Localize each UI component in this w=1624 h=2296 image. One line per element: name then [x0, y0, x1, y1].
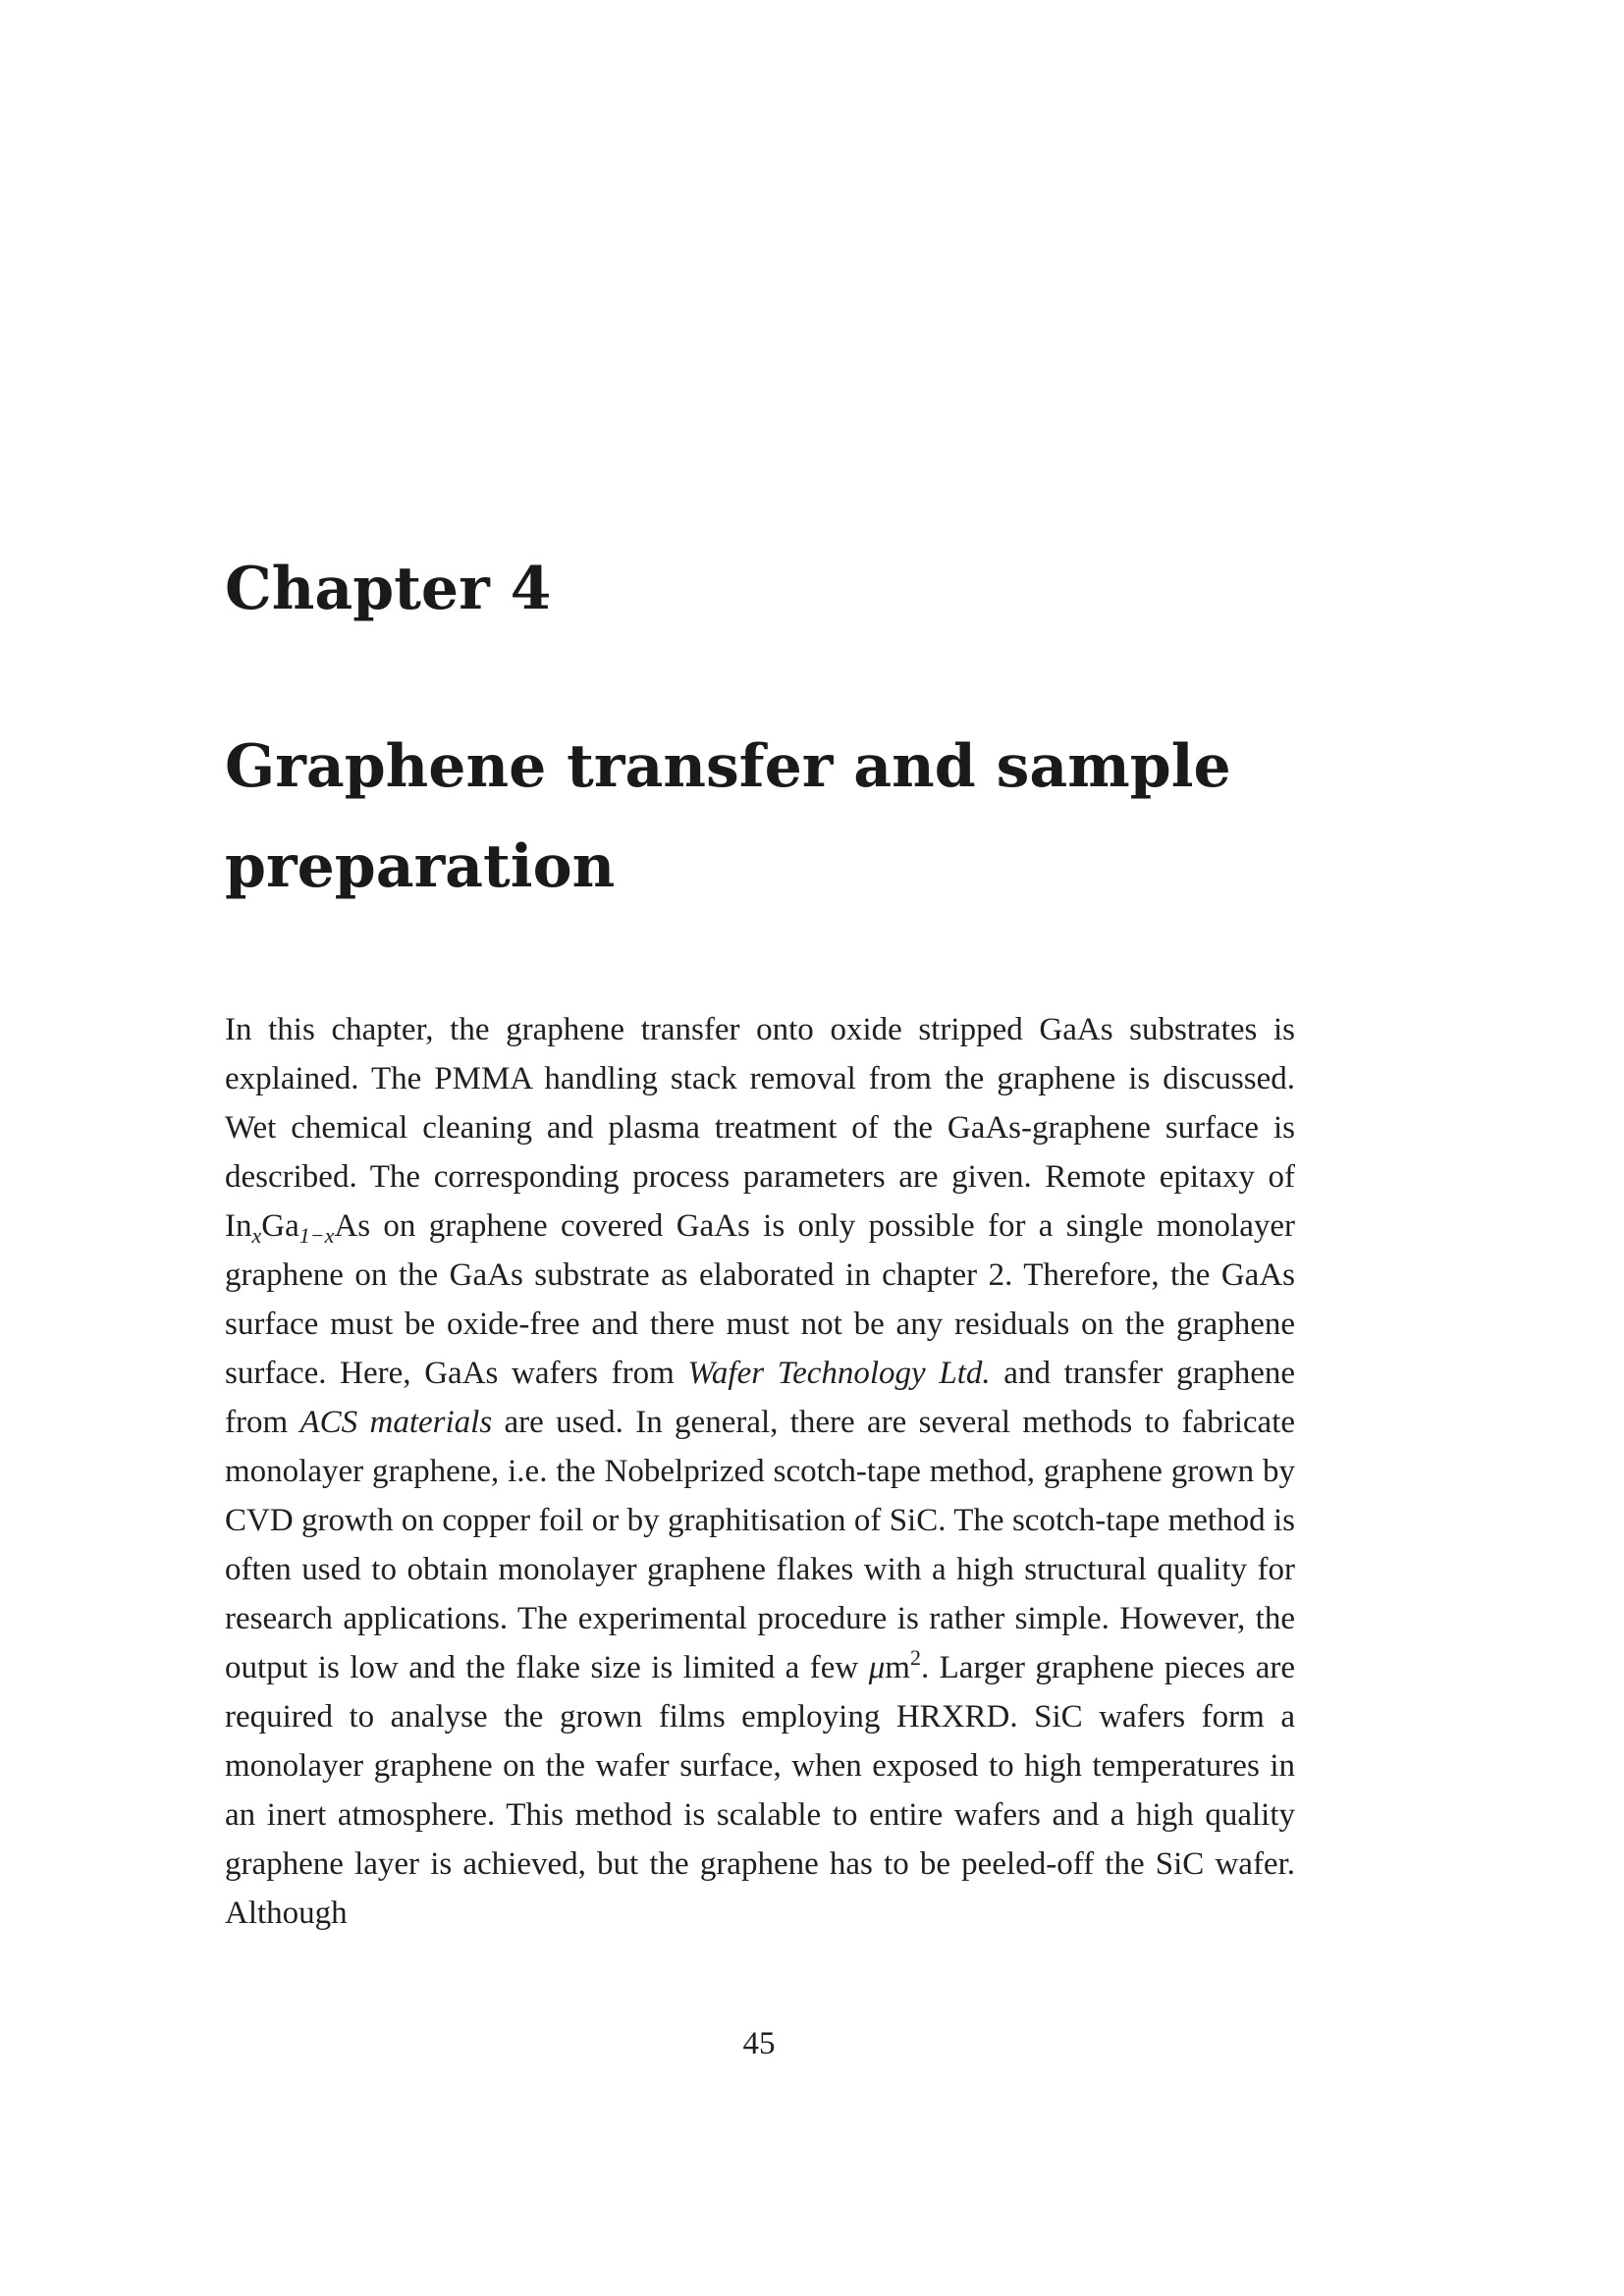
body-paragraph: [225, 1005, 1295, 1938]
body-text-segment: on graphene covered GaAs is only possible for a single monolayer graphene on the GaAs substrate as elaborated in chapter 2. Therefore, the GaAs surface must be oxide-free and there must not be any residuals on the graphene surface. Here, GaAs wafers from: [225, 1208, 1295, 1391]
unit-superscript: 2: [909, 1645, 921, 1670]
chapter-title: Graphene transfer and sample preparation: [225, 732, 1231, 901]
formula-part: Ga: [261, 1208, 299, 1244]
body-text-segment: and transfer graphene from: [225, 1356, 1295, 1440]
unit-m: m: [885, 1650, 910, 1685]
body-text-segment: . Larger graphene pieces are required to analyse the grown films employing HRXRD. SiC wafers form a monolayer graphene on the wafer surface, when exposed to high temperatures in an inert atmosphere. This method is scalable to entire wafers and a high quality graphene layer is achieved, but the graphene has to be peeled-off the SiC wafer. Although: [225, 1650, 1296, 1931]
formula-subscript: 1−x: [298, 1223, 335, 1248]
page-number: 45: [742, 2026, 776, 2061]
formula-part: In: [225, 1208, 252, 1244]
formula-part: As: [334, 1208, 371, 1244]
company-name: Wafer Technology Ltd.: [687, 1356, 991, 1391]
unit-square-micrometer: [868, 1645, 921, 1685]
formula-ingaas: [225, 1208, 371, 1248]
company-name: ACS materials: [299, 1405, 493, 1440]
formula-subscript: x: [251, 1223, 262, 1248]
body-text-segment: In this chapter, the graphene transfer onto oxide stripped GaAs substrates is explained. The PMMA handling stack removal from the graphene is discussed. Wet chemical cleaning and plasma treatment of the GaAs-graphene surface is described. The corresponding process parameters are given. Remote epitaxy of: [225, 1012, 1295, 1195]
unit-mu: μ: [868, 1650, 886, 1685]
body-text-segment: are used. In general, there are several methods to fabricate monolayer graphene, i.e. the Nobelprized scotch-tape method, graphene grown by CVD growth on copper foil or by graphitisation of SiC. The scotch-tape method is often used to obtain monolayer graphene flakes with a high structural quality for research applications. The experimental procedure is rather simple. However, the output is low and the flake size is limited a few: [225, 1405, 1296, 1685]
chapter-label: Chapter 4: [225, 555, 552, 623]
